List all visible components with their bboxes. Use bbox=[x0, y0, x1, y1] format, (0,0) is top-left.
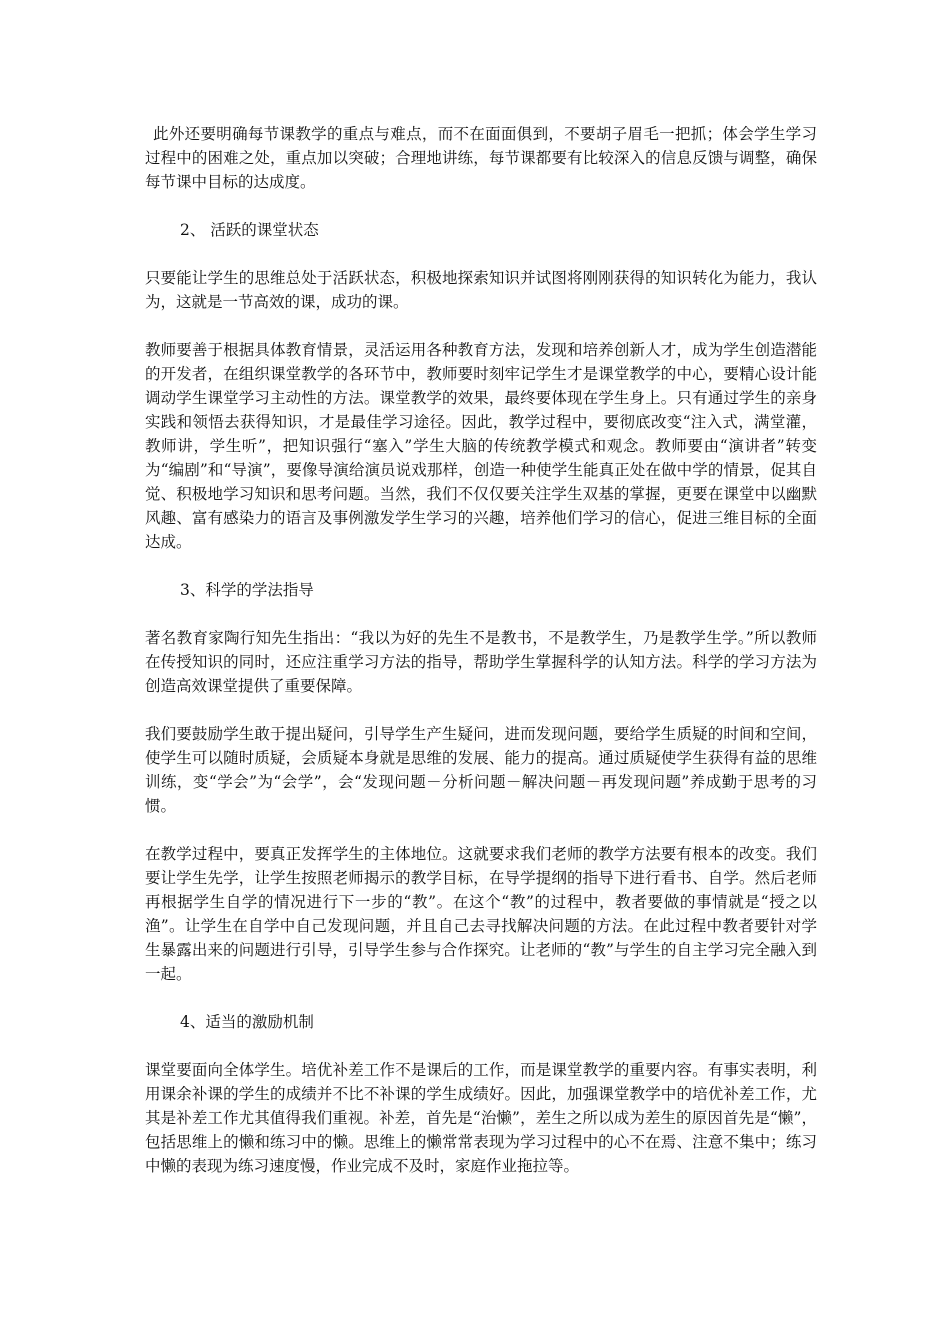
paragraph-key-points: 此外还要明确每节课教学的重点与难点，而不在面面俱到，不要胡子眉毛一把抓；体会学生学习过程中的困难之处，重点加以突破；合理地讲练，每节课都要有比较深入的信息反馈与调整，确保每节课中目标的达成度。 bbox=[145, 125, 817, 191]
paragraph-questioning: 我们要鼓励学生敢于提出疑问，引导学生产生疑问，进而发现问题，要给学生质疑的时间和空间，使学生可以随时质疑，会质疑本身就是思维的发展、能力的提高。通过质疑使学生获得有益的思维训练，变“学会”为“会学”，会“发现问题－分析问题－解决问题－再发现问题”养成勤于思考的习惯。 bbox=[145, 725, 817, 815]
heading-active-classroom: 2、 活跃的课堂状态 bbox=[180, 221, 319, 239]
paragraph-all-students: 课堂要面向全体学生。培优补差工作不是课后的工作，而是课堂教学的重要内容。有事实表明，利用课余补课的学生的成绩并不比不补课的学生成绩好。因此，加强课堂教学中的培优补差工作，尤其是补差工作尤其值得我们重视。补差，首先是“治懒”，差生之所以成为差生的原因首先是“懒”，包括思维上的懒和练习中的懒。思维上的懒常常表现为学习过程中的心不在焉、注意不集中；练习中懒的表现为练习速度慢，作业完成不及时，家庭作业拖拉等。 bbox=[145, 1061, 817, 1175]
heading-study-method: 3、科学的学法指导 bbox=[180, 581, 314, 599]
paragraph-teacher-role: 教师要善于根据具体教育情景，灵活运用各种教育方法，发现和培养创新人才，成为学生创造潜能的开发者，在组织课堂教学的各环节中，教师要时刻牢记学生才是课堂教学的中心，要精心设计能调动学生课堂学习主动性的方法。课堂教学的效果，最终要体现在学生身上。只有通过学生的亲身实践和领悟去获得知识，才是最佳学习途径。因此，教学过程中，要彻底改变“注入式，满堂灌，教师讲，学生听”，把知识强行“塞入”学生大脑的传统教学模式和观念。教师要由“演讲者”转变为“编剧”和“导演”，要像导演给演员说戏那样，创造一种使学生能真正处在做中学的情景，促其自觉、积极地学习知识和思考问题。当然，我们不仅仅要关注学生双基的掌握，更要在课堂中以幽默风趣、富有感染力的语言及事例激发学生学习的兴趣，培养他们学习的信心，促进三维目标的全面达成。 bbox=[145, 341, 817, 551]
paragraph-student-subject: 在教学过程中，要真正发挥学生的主体地位。这就要求我们老师的教学方法要有根本的改变。我们要让学生先学，让学生按照老师揭示的教学目标，在导学提纲的指导下进行看书、自学。然后老师再根据学生自学的情况进行下一步的“教”。在这个“教”的过程中，教者要做的事情就是“授之以渔”。让学生在自学中自己发现问题，并且自己去寻找解决问题的方法。在此过程中教者要针对学生暴露出来的问题进行引导，引导学生参与合作探究。让老师的“教”与学生的自主学习完全融入到一起。 bbox=[145, 845, 817, 983]
document-page bbox=[145, 122, 817, 1178]
heading-incentive-mechanism: 4、适当的激励机制 bbox=[180, 1013, 314, 1031]
paragraph-tao-xingzhi-quote: 著名教育家陶行知先生指出：“我以为好的先生不是教书，不是教学生，乃是教学生学。”所以教师在传授知识的同时，还应注重学习方法的指导，帮助学生掌握科学的认知方法。科学的学习方法为创造高效课堂提供了重要保障。 bbox=[145, 629, 817, 695]
paragraph-active-thinking: 只要能让学生的思维总处于活跃状态，积极地探索知识并试图将刚刚获得的知识转化为能力，我认为，这就是一节高效的课，成功的课。 bbox=[145, 269, 817, 311]
